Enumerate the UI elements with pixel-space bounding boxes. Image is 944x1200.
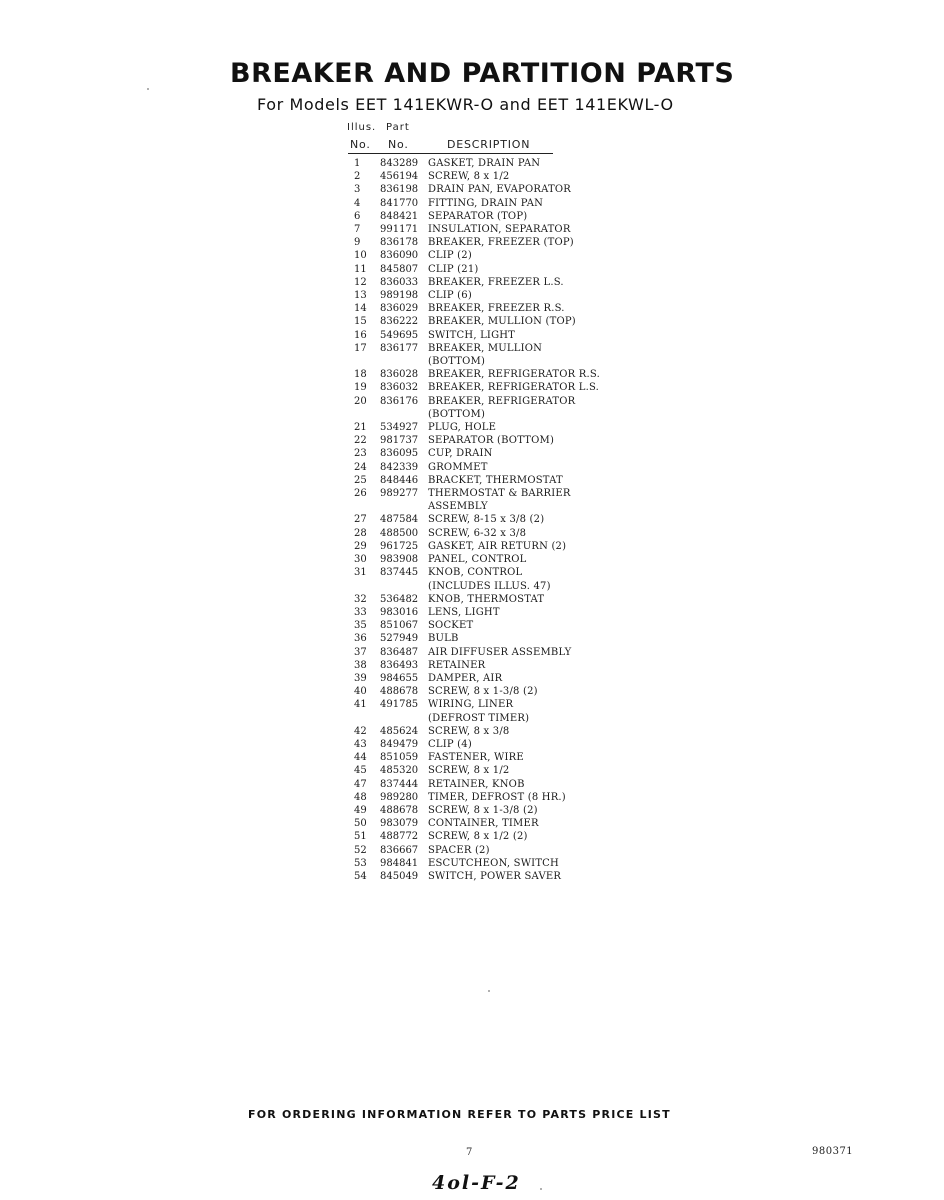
- part-number: 836033: [380, 276, 419, 288]
- parts-row: [348, 685, 648, 698]
- illus-number: 13: [354, 290, 367, 302]
- part-description: ESCUTCHEON, SWITCH: [428, 857, 559, 869]
- parts-row: [348, 170, 648, 183]
- part-description: BREAKER, FREEZER R.S.: [428, 303, 565, 315]
- part-number: 845807: [380, 263, 419, 275]
- part-description: INSULATION, SEPARATOR: [428, 224, 571, 236]
- part-description: (INCLUDES ILLUS. 47): [428, 580, 551, 592]
- parts-row: [348, 804, 648, 817]
- illus-number: 28: [354, 527, 367, 539]
- part-description: BRACKET, THERMOSTAT: [428, 474, 563, 486]
- scan-speck: [540, 1188, 542, 1190]
- part-number: 984655: [380, 672, 419, 684]
- part-number: 549695: [380, 329, 419, 341]
- illus-number: 38: [354, 659, 367, 671]
- illus-number: [348, 355, 380, 368]
- part-description: SWITCH, POWER SAVER: [428, 870, 562, 882]
- handwritten-note: 4ol-F-2: [432, 1172, 521, 1194]
- illus-number: 23: [354, 448, 367, 460]
- illus-number: 10: [354, 250, 367, 262]
- part-number: 836095: [380, 448, 419, 460]
- part-description: GROMMET: [428, 461, 488, 473]
- part-number: 849479: [380, 738, 419, 750]
- part-description: SCREW, 8 x 1/2: [428, 171, 510, 183]
- parts-row: [348, 725, 648, 738]
- parts-row: [348, 487, 648, 500]
- parts-row: [348, 329, 648, 342]
- header-rule: [348, 153, 553, 154]
- part-number: 984841: [380, 857, 419, 869]
- part-number: 488678: [380, 804, 419, 816]
- parts-row: [348, 764, 648, 777]
- illus-number: 6: [354, 210, 361, 222]
- part-description: CUP, DRAIN: [428, 448, 493, 460]
- ordering-info: FOR ORDERING INFORMATION REFER TO PARTS PRICE LIST: [248, 1108, 671, 1121]
- part-number: [380, 580, 428, 593]
- parts-row: [348, 395, 648, 408]
- part-description: PLUG, HOLE: [428, 422, 497, 434]
- part-description: BREAKER, REFRIGERATOR: [428, 395, 576, 407]
- part-number: 536482: [380, 593, 419, 605]
- part-description: DAMPER, AIR: [428, 672, 503, 684]
- illus-number: 20: [354, 395, 367, 407]
- part-number: 836177: [380, 342, 419, 354]
- illus-number: 1: [354, 158, 361, 169]
- parts-row: [348, 712, 648, 725]
- illus-number: 52: [354, 844, 367, 856]
- illus-number: 40: [354, 686, 367, 698]
- parts-row: [348, 553, 648, 566]
- parts-row: [348, 672, 648, 685]
- parts-row: [348, 751, 648, 764]
- illus-number: 4: [354, 197, 361, 209]
- part-number: 983908: [380, 554, 419, 566]
- parts-row: [348, 447, 648, 460]
- illus-number: 3: [354, 184, 361, 196]
- parts-row: [348, 791, 648, 804]
- part-number: 836198: [380, 184, 419, 196]
- part-number: 836493: [380, 659, 419, 671]
- part-number: 837444: [380, 778, 419, 790]
- part-description: CLIP (21): [428, 263, 479, 275]
- col-header-no: No.: [350, 138, 371, 151]
- part-description: CONTAINER, TIMER: [428, 818, 539, 830]
- parts-row: [348, 870, 648, 883]
- illus-number: 17: [354, 342, 367, 354]
- illus-number: 14: [354, 303, 367, 315]
- part-description: THERMOSTAT & BARRIER: [428, 488, 571, 500]
- part-number: 485320: [380, 765, 419, 777]
- part-number: 848446: [380, 474, 419, 486]
- part-description: BREAKER, MULLION: [428, 342, 543, 354]
- part-number: 842339: [380, 461, 419, 473]
- illus-number: [348, 500, 380, 513]
- part-number: 836028: [380, 369, 419, 381]
- part-description: KNOB, THERMOSTAT: [428, 593, 545, 605]
- part-description: CLIP (6): [428, 290, 472, 302]
- part-number: 843289: [380, 158, 419, 169]
- illus-number: 27: [354, 514, 367, 526]
- parts-row: [348, 500, 648, 513]
- illus-number: 42: [354, 725, 367, 737]
- part-description: SEPARATOR (BOTTOM): [428, 435, 555, 447]
- part-description: SCREW, 8 x 3/8: [428, 725, 510, 737]
- parts-row: [348, 632, 648, 645]
- illus-number: 36: [354, 633, 367, 645]
- illus-number: 25: [354, 474, 367, 486]
- illus-number: 7: [354, 224, 361, 236]
- part-description: (BOTTOM): [428, 408, 486, 420]
- part-description: SOCKET: [428, 620, 474, 632]
- scan-speck: [488, 990, 490, 992]
- part-description: ASSEMBLY: [428, 501, 488, 513]
- part-number: 851067: [380, 620, 419, 632]
- part-number: 989277: [380, 488, 419, 500]
- parts-row: [348, 474, 648, 487]
- parts-row: [348, 527, 648, 540]
- parts-row: [348, 434, 648, 447]
- part-number: 487584: [380, 514, 419, 526]
- parts-row: [348, 778, 648, 791]
- part-number: 836178: [380, 237, 419, 249]
- part-number: 841770: [380, 197, 419, 209]
- illus-number: 32: [354, 593, 367, 605]
- part-number: 836029: [380, 303, 419, 315]
- part-number: 527949: [380, 633, 419, 645]
- illus-number: 26: [354, 488, 367, 500]
- part-description: SCREW, 8 x 1/2: [428, 765, 510, 777]
- parts-row: [348, 513, 648, 526]
- parts-row: [348, 381, 648, 394]
- illus-number: 24: [354, 461, 367, 473]
- parts-row: [348, 817, 648, 830]
- part-description: TIMER, DEFROST (8 HR.): [428, 791, 566, 803]
- part-description: SEPARATOR (TOP): [428, 210, 528, 222]
- parts-row: [348, 263, 648, 276]
- part-description: BREAKER, REFRIGERATOR R.S.: [428, 369, 600, 381]
- parts-row: [348, 698, 648, 711]
- parts-row: [348, 593, 648, 606]
- illus-number: 49: [354, 804, 367, 816]
- part-number: 456194: [380, 171, 419, 183]
- part-description: CLIP (4): [428, 738, 472, 750]
- parts-row: [348, 210, 648, 223]
- illus-number: 2: [354, 171, 361, 183]
- illus-number: [348, 580, 380, 593]
- illus-number: 12: [354, 276, 367, 288]
- illus-number: 50: [354, 818, 367, 830]
- part-description: RETAINER: [428, 659, 486, 671]
- illus-number: 35: [354, 620, 367, 632]
- part-description: SCREW, 8 x 1-3/8 (2): [428, 804, 538, 816]
- part-description: PANEL, CONTROL: [428, 554, 527, 566]
- scan-speck: [147, 88, 149, 90]
- part-number: 981737: [380, 435, 419, 447]
- illus-number: 37: [354, 646, 367, 658]
- part-description: SCREW, 8-15 x 3/8 (2): [428, 514, 545, 526]
- part-number: [380, 355, 428, 368]
- parts-row: [348, 540, 648, 553]
- parts-table: [348, 157, 648, 883]
- illus-number: 41: [354, 699, 367, 711]
- part-number: 488500: [380, 527, 419, 539]
- page-title: BREAKER AND PARTITION PARTS: [230, 58, 735, 89]
- part-number: 837445: [380, 567, 419, 579]
- illus-number: 16: [354, 329, 367, 341]
- col-header-illus: Illus.: [347, 122, 377, 133]
- parts-row: [348, 738, 648, 751]
- parts-row: [348, 580, 648, 593]
- part-description: BREAKER, FREEZER (TOP): [428, 237, 574, 249]
- part-description: BREAKER, REFRIGERATOR L.S.: [428, 382, 600, 394]
- part-description: SCREW, 8 x 1/2 (2): [428, 831, 528, 843]
- parts-row: [348, 844, 648, 857]
- col-header-part: Part: [386, 122, 410, 133]
- illus-number: 39: [354, 672, 367, 684]
- part-description: GASKET, AIR RETURN (2): [428, 540, 567, 552]
- document-number: 980371: [812, 1146, 854, 1157]
- parts-row: [348, 315, 648, 328]
- illus-number: 31: [354, 567, 367, 579]
- illus-number: 54: [354, 870, 367, 882]
- part-number: 989198: [380, 290, 419, 302]
- part-description: FASTENER, WIRE: [428, 752, 524, 764]
- illus-number: 48: [354, 791, 367, 803]
- illus-number: 53: [354, 857, 367, 869]
- part-number: 961725: [380, 540, 419, 552]
- illus-number: 43: [354, 738, 367, 750]
- part-description: BULB: [428, 633, 459, 645]
- parts-row: [348, 461, 648, 474]
- illus-number: 15: [354, 316, 367, 328]
- part-description: (DEFROST TIMER): [428, 712, 530, 724]
- illus-number: 29: [354, 540, 367, 552]
- part-description: SPACER (2): [428, 844, 490, 856]
- part-number: 836032: [380, 382, 419, 394]
- part-number: 836487: [380, 646, 419, 658]
- parts-row: [348, 368, 648, 381]
- part-description: (BOTTOM): [428, 356, 486, 368]
- part-number: 491785: [380, 699, 419, 711]
- part-number: 836222: [380, 316, 419, 328]
- part-number: 845049: [380, 870, 419, 882]
- part-number: 488772: [380, 831, 419, 843]
- illus-number: 30: [354, 554, 367, 566]
- part-description: AIR DIFFUSER ASSEMBLY: [428, 646, 572, 658]
- parts-row: [348, 157, 648, 170]
- part-description: SWITCH, LIGHT: [428, 329, 516, 341]
- parts-row: [348, 566, 648, 579]
- parts-row: [348, 197, 648, 210]
- part-description: KNOB, CONTROL: [428, 567, 523, 579]
- part-number: 989280: [380, 791, 419, 803]
- part-number: [380, 500, 428, 513]
- parts-row: [348, 408, 648, 421]
- models-subtitle: For Models EET 141EKWR-O and EET 141EKWL-O: [257, 95, 674, 114]
- illus-number: [348, 408, 380, 421]
- part-number: 836176: [380, 395, 419, 407]
- parts-row: [348, 857, 648, 870]
- col-header-description: DESCRIPTION: [447, 138, 531, 151]
- part-number: 836090: [380, 250, 419, 262]
- part-description: RETAINER, KNOB: [428, 778, 525, 790]
- parts-row: [348, 355, 648, 368]
- illus-number: 18: [354, 369, 367, 381]
- parts-row: [348, 183, 648, 196]
- parts-row: [348, 619, 648, 632]
- part-number: 534927: [380, 422, 419, 434]
- illus-number: 33: [354, 606, 367, 618]
- part-description: CLIP (2): [428, 250, 472, 262]
- part-description: BREAKER, MULLION (TOP): [428, 316, 576, 328]
- part-number: 488678: [380, 686, 419, 698]
- part-description: SCREW, 6-32 x 3/8: [428, 527, 527, 539]
- illus-number: 9: [354, 237, 361, 249]
- part-description: BREAKER, FREEZER L.S.: [428, 276, 564, 288]
- part-description: WIRING, LINER: [428, 699, 514, 711]
- part-number: 983079: [380, 818, 419, 830]
- illus-number: 45: [354, 765, 367, 777]
- parts-row: [348, 646, 648, 659]
- part-number: 848421: [380, 210, 419, 222]
- part-number: [380, 712, 428, 725]
- parts-row: [348, 606, 648, 619]
- part-number: 983016: [380, 606, 419, 618]
- part-number: 836667: [380, 844, 419, 856]
- illus-number: 47: [354, 778, 367, 790]
- parts-row: [348, 830, 648, 843]
- page-number: 7: [466, 1147, 473, 1158]
- parts-row: [348, 289, 648, 302]
- part-description: GASKET, DRAIN PAN: [428, 158, 541, 169]
- part-number: 851059: [380, 752, 419, 764]
- parts-row: [348, 276, 648, 289]
- part-description: LENS, LIGHT: [428, 606, 500, 618]
- col-header-partno: No.: [388, 138, 409, 151]
- illus-number: 11: [354, 263, 367, 275]
- part-description: SCREW, 8 x 1-3/8 (2): [428, 686, 538, 698]
- part-number: 485624: [380, 725, 419, 737]
- parts-row: [348, 223, 648, 236]
- illus-number: 44: [354, 752, 367, 764]
- illus-number: 21: [354, 422, 367, 434]
- illus-number: [348, 712, 380, 725]
- parts-row: [348, 421, 648, 434]
- illus-number: 51: [354, 831, 367, 843]
- part-description: DRAIN PAN, EVAPORATOR: [428, 184, 571, 196]
- part-description: FITTING, DRAIN PAN: [428, 197, 544, 209]
- parts-row: [348, 302, 648, 315]
- parts-row: [348, 249, 648, 262]
- parts-row: [348, 342, 648, 355]
- part-number: [380, 408, 428, 421]
- parts-row: [348, 659, 648, 672]
- parts-row: [348, 236, 648, 249]
- part-number: 991171: [380, 224, 419, 236]
- illus-number: 22: [354, 435, 367, 447]
- illus-number: 19: [354, 382, 367, 394]
